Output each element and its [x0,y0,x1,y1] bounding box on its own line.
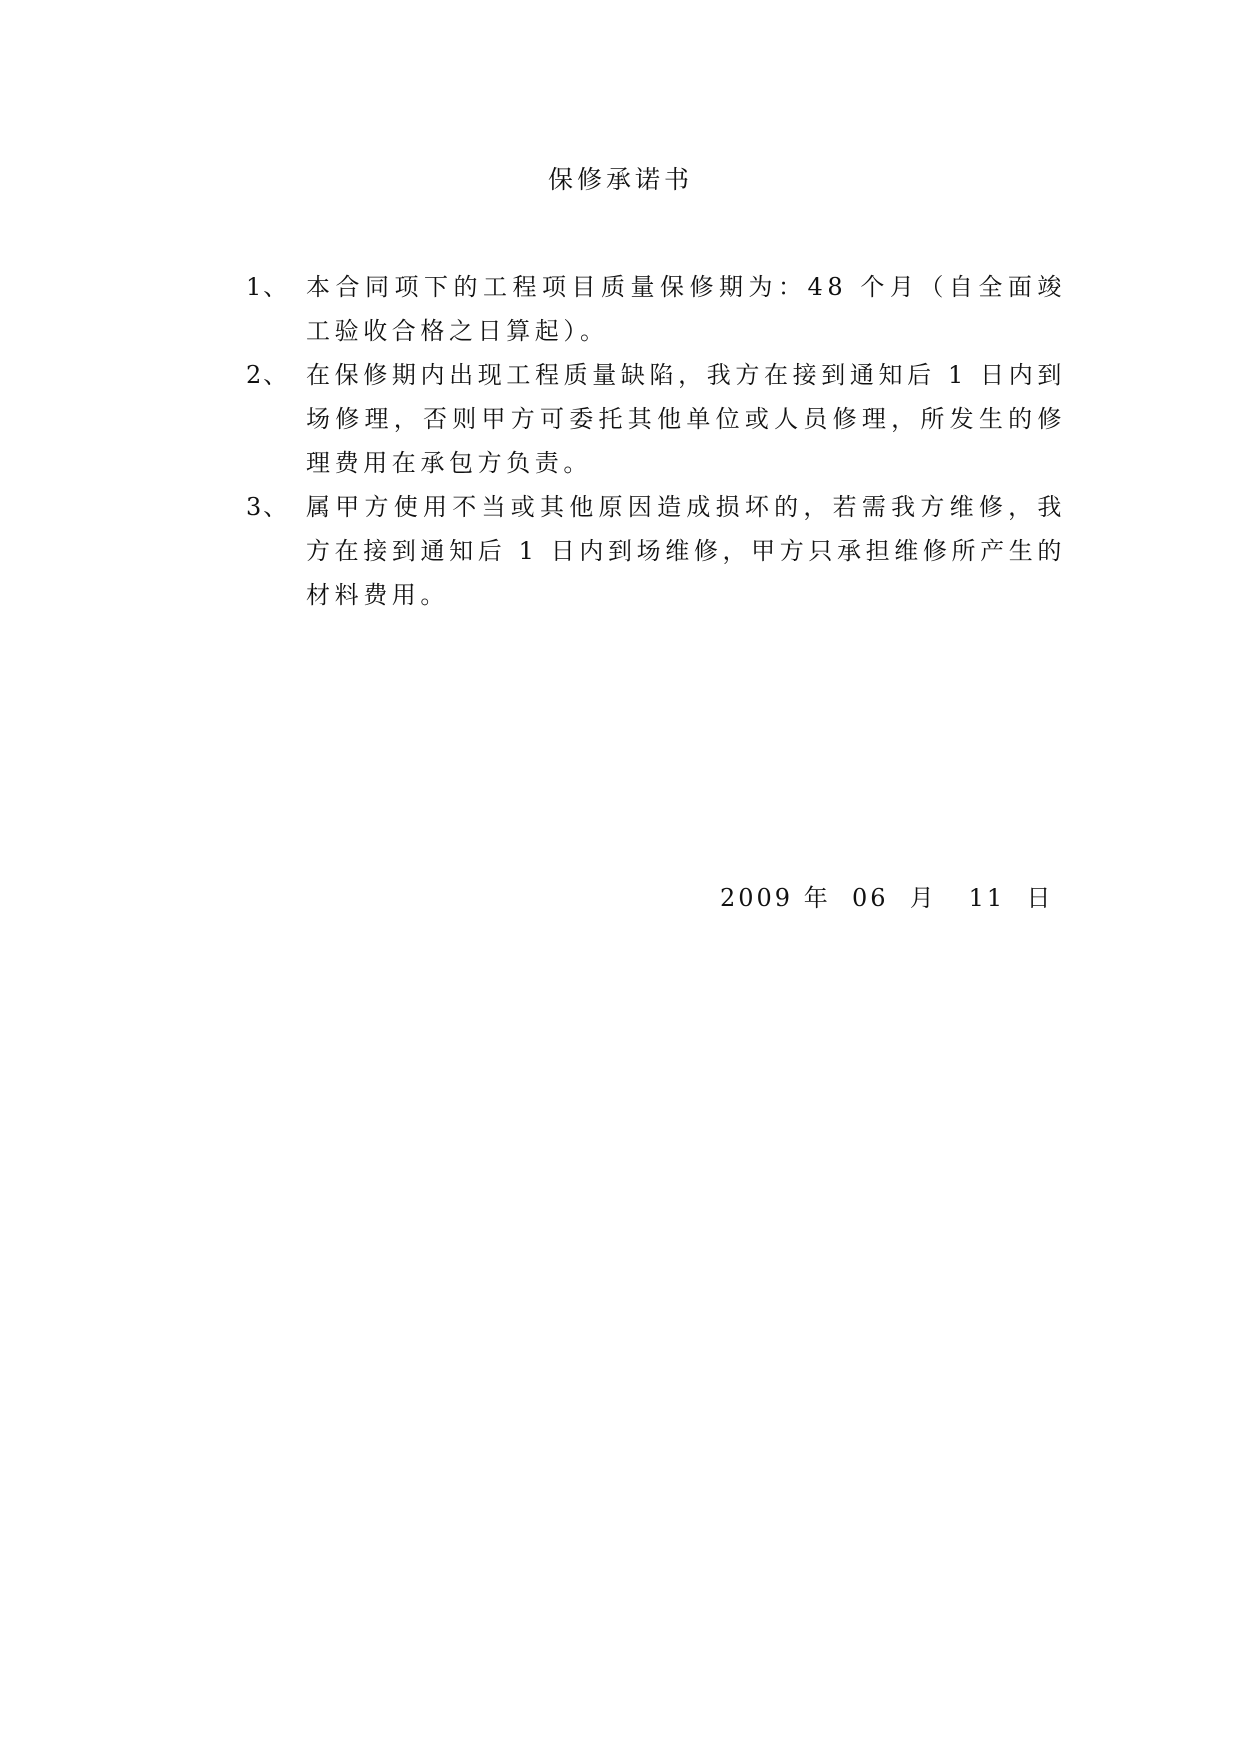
signature-date: 2009 年 06 月 11 日 [720,884,1054,912]
item-number: 1、 [246,273,290,301]
item-text: 在保修期内出现工程质量缺陷，我方在接到通知后 1 日内到场修理，否则甲方可委托其他单位或人员修理，所发生的修理费用在承包方负责。 [306,361,1066,477]
commitment-item-2 [246,353,1066,485]
document-title: 保修承诺书 [547,165,693,194]
item-number: 2、 [246,361,290,389]
commitment-item-3 [246,485,1066,617]
item-text: 属甲方使用不当或其他原因造成损坏的，若需我方维修，我方在接到通知后 1 日内到场维修，甲方只承担维修所产生的材料费用。 [306,493,1066,609]
item-text: 本合同项下的工程项目质量保修期为：48 个月（自全面竣工验收合格之日算起）。 [306,273,1066,345]
item-number: 3、 [246,493,290,521]
commitment-item-1 [246,265,1066,353]
commitment-list [246,265,1066,617]
